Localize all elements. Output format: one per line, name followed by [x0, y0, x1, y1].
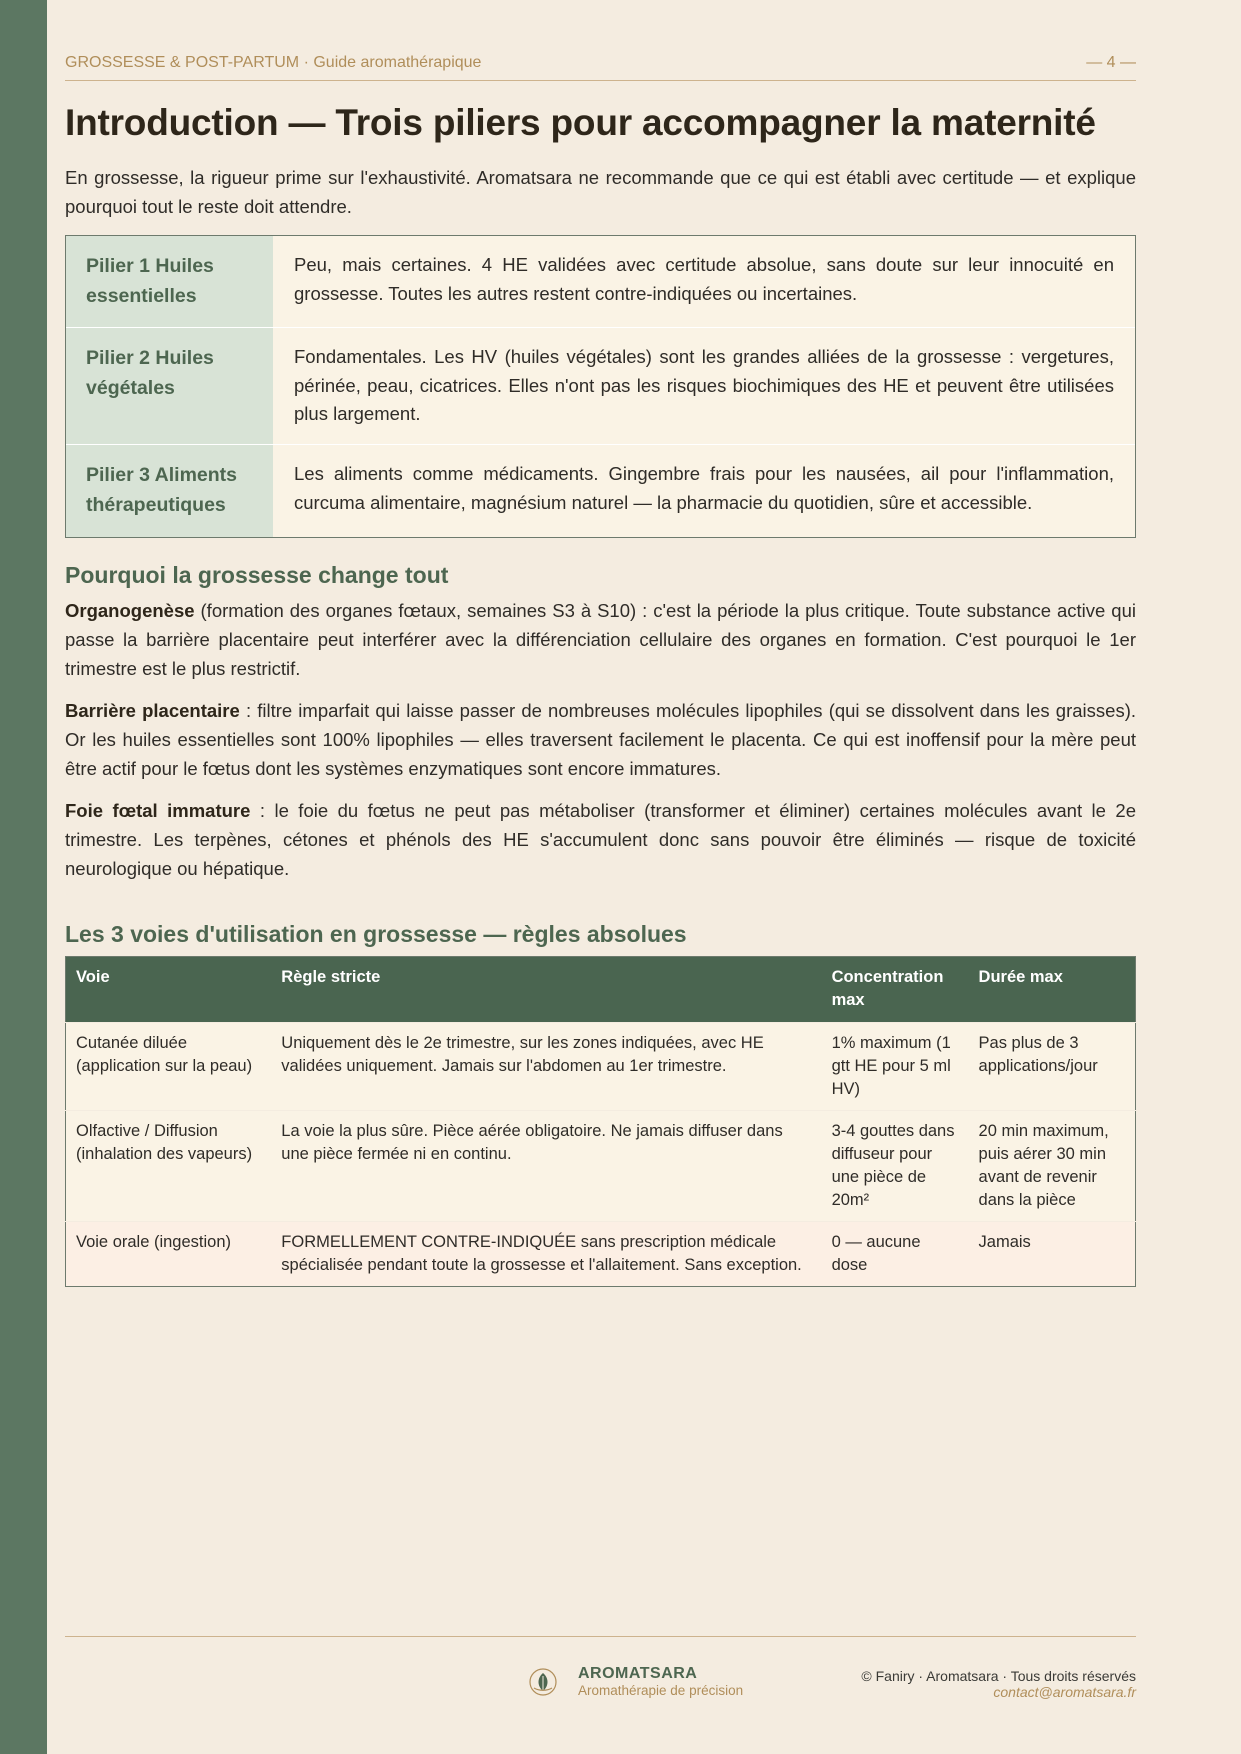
cell-regle: Uniquement dès le 2e trimestre, sur les zones indiquées, avec HE validées uniquement. Jamais sur l'abdomen au 1er trimestre. — [271, 1023, 821, 1111]
column-header: Concentration max — [822, 957, 969, 1023]
cell-voie: Olfactive / Diffusion (inhalation des vapeurs) — [66, 1111, 272, 1222]
pillar-description: Peu, mais certaines. 4 HE validées avec certitude absolue, sans doute sur leur innocuité en grossesse. Toutes les autres restent contre-indiquées ou incertaines. — [273, 236, 1135, 327]
cell-duree: Jamais — [969, 1222, 1136, 1287]
pillar-row — [66, 328, 1135, 445]
pillar-label: Pilier 3 Aliments thérapeutiques — [66, 445, 273, 537]
paragraph-organogenese: Organogenèse (formation des organes fœtaux, semaines S3 à S10) : c'est la période la plus critique. Toute substance active qui passe la barrière placentaire peut interférer avec la différenciation cellulaire des organes en formation. C'est pourquoi le 1er trimestre est le plus restrictif. — [65, 600, 1136, 679]
cell-concentration: 0 — aucune dose — [822, 1222, 969, 1287]
cell-concentration: 1% maximum (1 gtt HE pour 5 ml HV) — [822, 1023, 969, 1111]
contact-email[interactable]: contact@aromatsara.fr — [993, 1684, 1136, 1700]
term-foie: Foie fœtal immature — [65, 800, 251, 821]
intro-paragraph: En grossesse, la rigueur prime sur l'exhaustivité. Aromatsara ne recommande que ce qui est établi avec certitude — et explique pourquoi tout le reste doit attendre. — [65, 167, 1136, 217]
cell-concentration: 3-4 gouttes dans diffuseur pour une pièce de 20m² — [822, 1111, 969, 1222]
paragraph-foie: Foie fœtal immature : le foie du fœtus ne peut pas métaboliser (transformer et éliminer) certaines molécules avant le 2e trimestre. Les terpènes, cétones et phénols des HE s'accumulent donc sans pouvoir être éliminés — risque de toxicité neurologique ou hépatique. — [65, 800, 1136, 879]
footer-copyright — [861, 1668, 1136, 1700]
table-row — [66, 1222, 1136, 1287]
pillar-description: Fondamentales. Les HV (huiles végétales) sont les grandes alliées de la grossesse : vergetures, périnée, peau, cicatrices. Elles n'ont pas les risques biochimiques des HE et peuvent être utilisées plus largement. — [273, 328, 1135, 444]
routes-table — [65, 956, 1136, 1287]
term-barriere: Barrière placentaire — [65, 700, 240, 721]
table-header-row — [66, 957, 1136, 1023]
copyright-text: © Faniry · Aromatsara · Tous droits réservés — [861, 1668, 1136, 1684]
page-number: — 4 — — [1086, 54, 1136, 71]
column-header: Règle stricte — [271, 957, 821, 1023]
side-strip — [0, 0, 47, 1754]
cell-regle: FORMELLEMENT CONTRE-INDIQUÉE sans prescription médicale spécialisée pendant toute la grossesse et l'allaitement. Sans exception. — [271, 1222, 821, 1287]
column-header: Voie — [66, 957, 272, 1023]
cell-voie: Cutanée diluée (application sur la peau) — [66, 1023, 272, 1111]
pillar-label: Pilier 1 Huiles essentielles — [66, 236, 273, 327]
section-heading-why: Pourquoi la grossesse change tout — [65, 562, 449, 588]
cell-voie: Voie orale (ingestion) — [66, 1222, 272, 1287]
leaf-logo-icon — [528, 1667, 558, 1697]
cell-duree: Pas plus de 3 applications/jour — [969, 1023, 1136, 1111]
page-header — [65, 54, 1136, 81]
paragraph-barriere: Barrière placentaire : filtre imparfait qui laisse passer de nombreuses molécules lipophiles (qui se dissolvent dans les graisses). Or les huiles essentielles sont 100% lipophiles — elles traversent facilement le placenta. Ce qui est inoffensif pour la mère peut être actif pour le fœtus dont les systèmes enzymatiques sont encore immatures. — [65, 700, 1136, 779]
page — [65, 0, 1136, 1754]
pillar-row — [66, 236, 1135, 328]
column-header: Durée max — [969, 957, 1136, 1023]
pillar-description: Les aliments comme médicaments. Gingembre frais pour les nausées, ail pour l'inflammation, curcuma alimentaire, magnésium naturel — la pharmacie du quotidien, sûre et accessible. — [273, 445, 1135, 537]
pillar-label: Pilier 2 Huiles végétales — [66, 328, 273, 444]
brand-name: AROMATSARA — [578, 1665, 698, 1682]
cell-duree: 20 min maximum, puis aérer 30 min avant de revenir dans la pièce — [969, 1111, 1136, 1222]
cell-regle: La voie la plus sûre. Pièce aérée obligatoire. Ne jamais diffuser dans une pièce fermée ni en continu. — [271, 1111, 821, 1222]
pillar-row — [66, 445, 1135, 537]
section-heading-routes: Les 3 voies d'utilisation en grossesse — règles absolues — [65, 921, 687, 947]
footer-brand — [528, 1665, 743, 1698]
why-section — [65, 596, 1136, 896]
table-row — [66, 1111, 1136, 1222]
table-row — [66, 1023, 1136, 1111]
brand-text — [578, 1665, 743, 1698]
page-title: Introduction — Trois piliers pour accompagner la maternité — [65, 102, 1096, 143]
footer-divider — [65, 1636, 1136, 1637]
term-organogenese: Organogenèse — [65, 600, 195, 621]
brand-tagline: Aromathérapie de précision — [578, 1683, 744, 1698]
header-title: GROSSESSE & POST-PARTUM · Guide aromathérapique — [65, 54, 482, 71]
pillars-table — [65, 235, 1136, 538]
